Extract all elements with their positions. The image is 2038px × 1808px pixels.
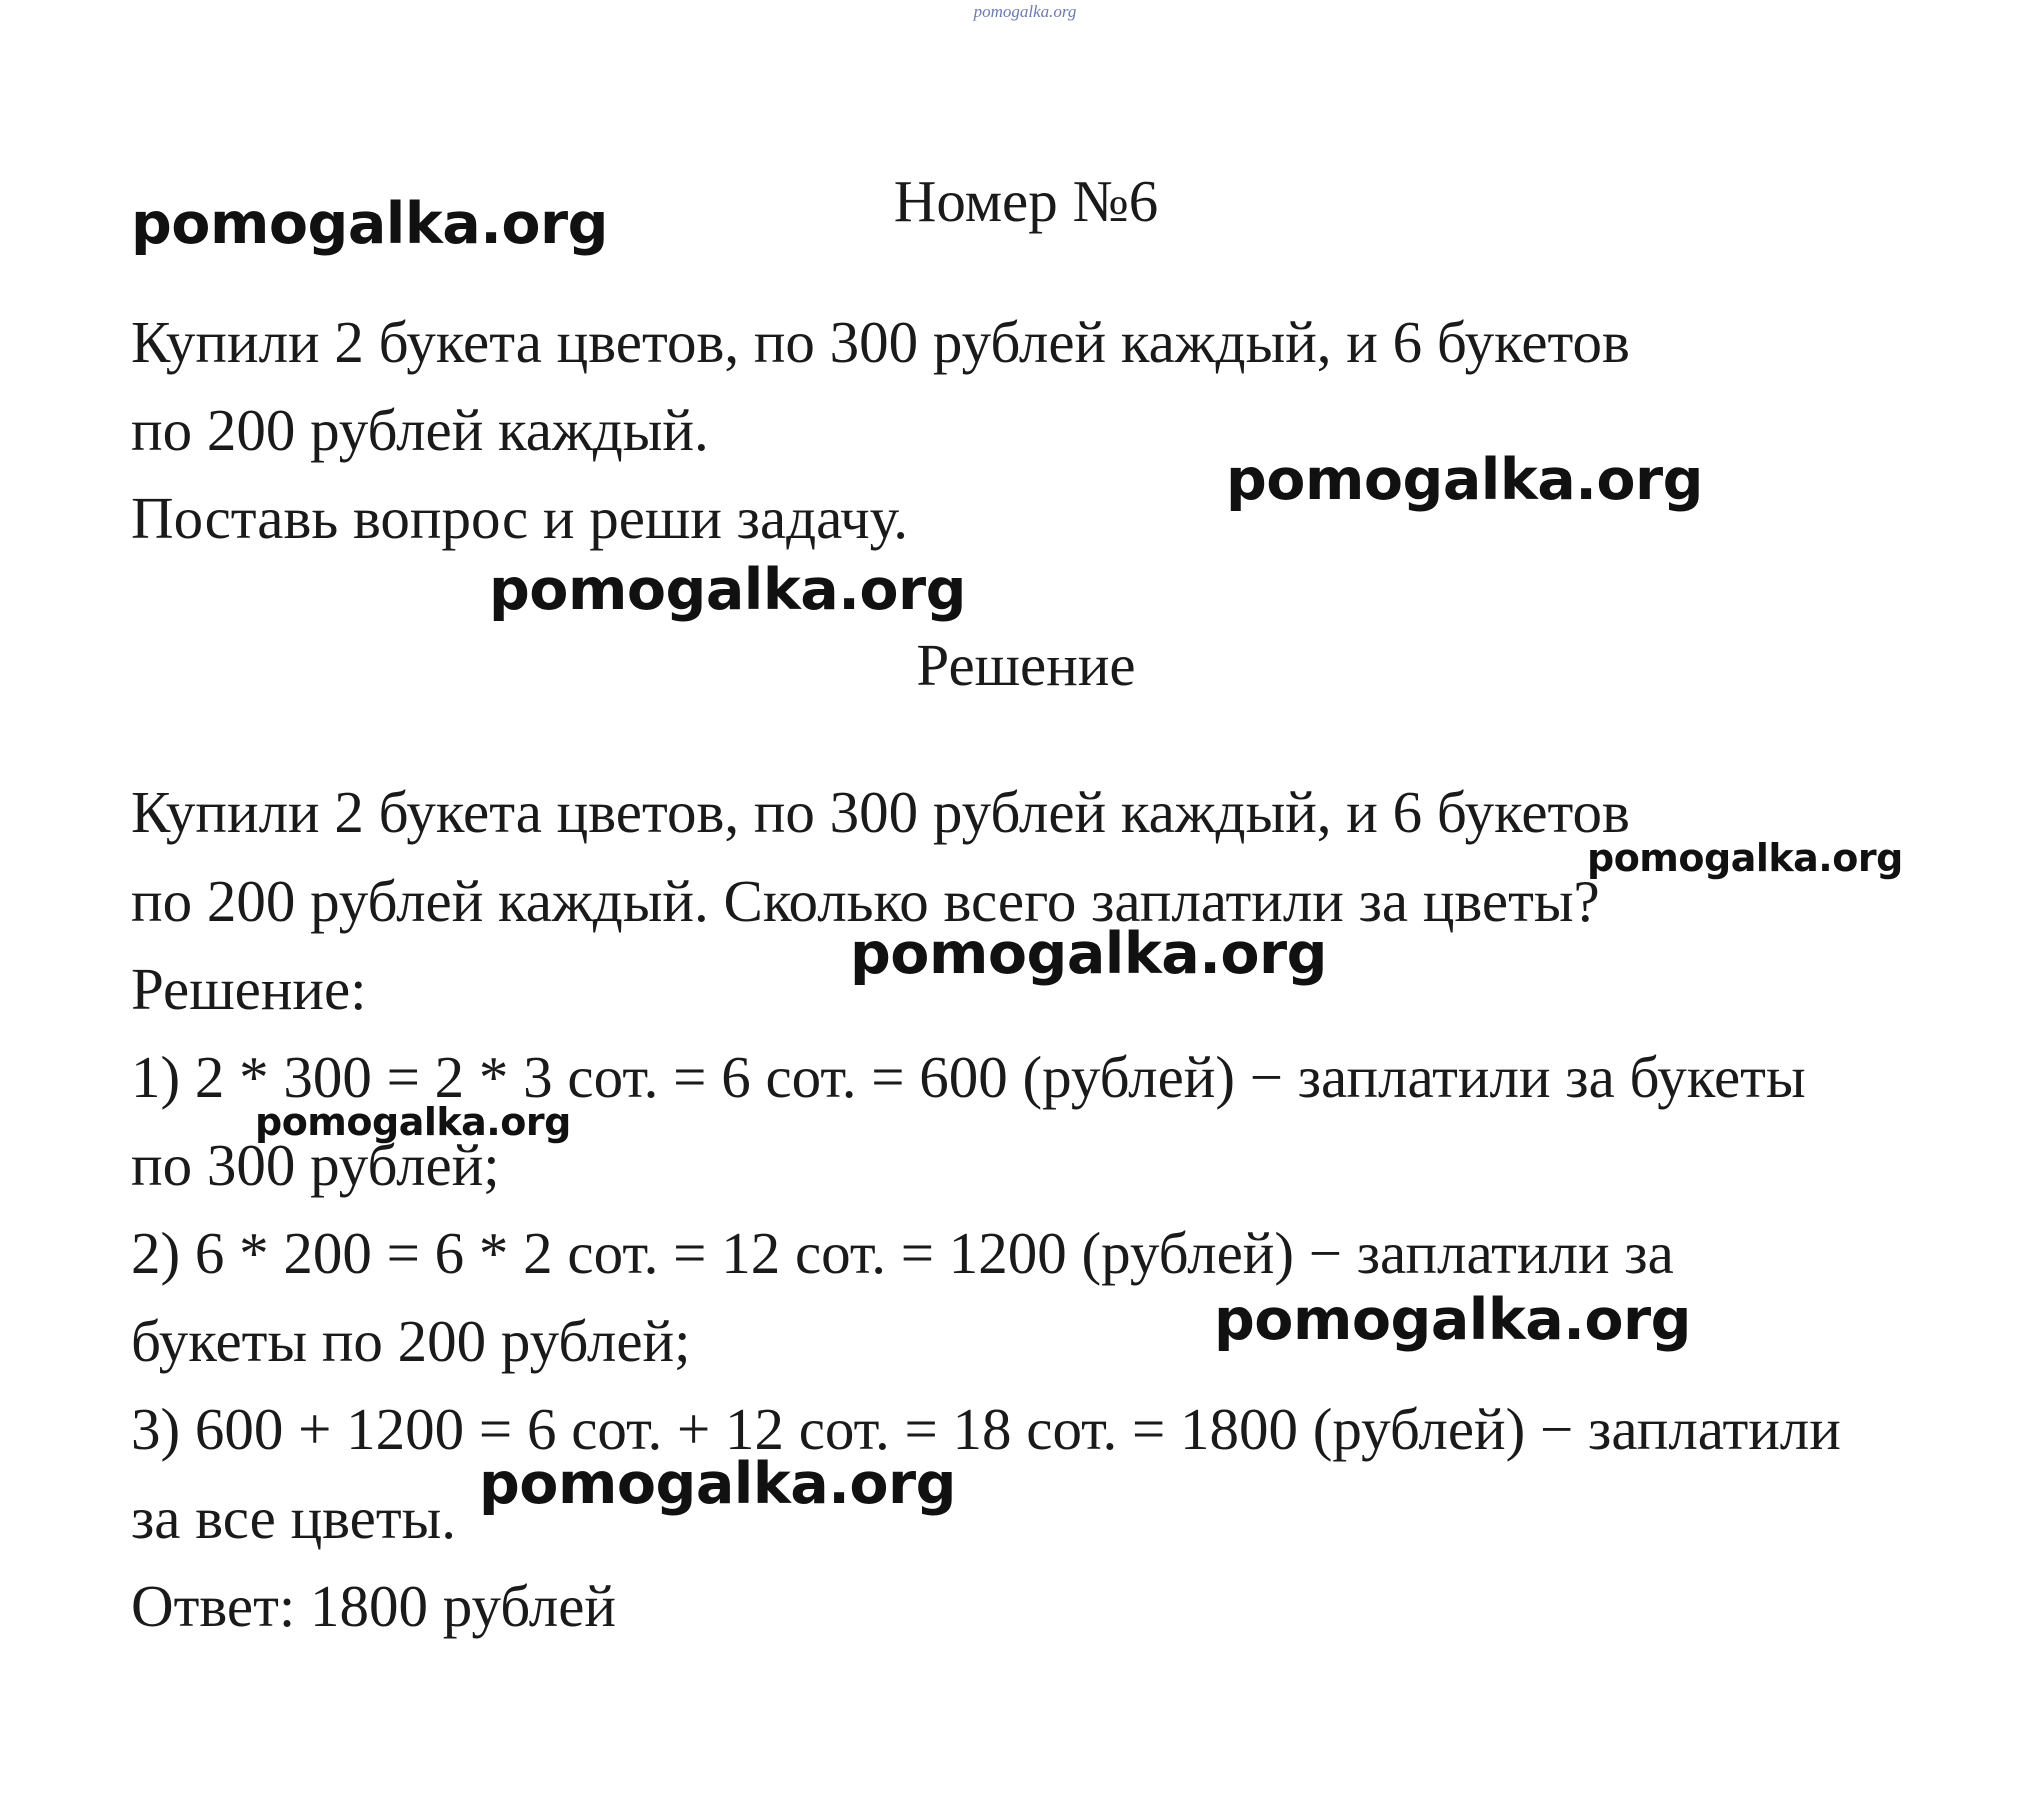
solution-line-5: по 300 рублей; — [131, 1132, 500, 1198]
problem-line-1: Купили 2 букета цветов, по 300 рублей каждый, и 6 букетов — [131, 309, 1630, 375]
watermark-4: pomogalka.org — [1587, 836, 1903, 880]
solution-line-2: по 200 рублей каждый. Сколько всего заплатили за цветы? — [131, 868, 1600, 934]
solution-line-6: 2) 6 * 200 = 6 * 2 сот. = 12 сот. = 1200 (рублей) − заплатили за — [131, 1220, 1674, 1286]
solution-line-7: букеты по 200 рублей; — [131, 1308, 691, 1374]
solution-heading: Решение — [916, 632, 1136, 698]
problem-line-2: по 200 рублей каждый. — [131, 397, 709, 463]
watermark-2: pomogalka.org — [1226, 447, 1703, 513]
watermark-7: pomogalka.org — [1214, 1287, 1691, 1353]
solution-line-3: Решение: — [131, 956, 367, 1022]
top-watermark: pomogalka.org — [973, 2, 1077, 21]
watermark-6: pomogalka.org — [255, 1100, 571, 1144]
answer-line: Ответ: 1800 рублей — [131, 1573, 616, 1639]
solution-line-8: 3) 600 + 1200 = 6 сот. + 12 сот. = 18 сот. = 1800 (рублей) − заплатили — [131, 1396, 1841, 1462]
watermark-8: pomogalka.org — [479, 1451, 956, 1517]
problem-line-3: Поставь вопрос и реши задачу. — [131, 485, 909, 551]
watermark-5: pomogalka.org — [850, 921, 1327, 987]
watermark-3: pomogalka.org — [489, 557, 966, 623]
solution-line-9: за все цветы. — [131, 1485, 457, 1551]
page-title: Номер №6 — [893, 168, 1159, 234]
solution-line-1: Купили 2 букета цветов, по 300 рублей каждый, и 6 букетов — [131, 779, 1630, 845]
watermark-1: pomogalka.org — [131, 191, 608, 257]
solution-line-4: 1) 2 * 300 = 2 * 3 сот. = 6 сот. = 600 (рублей) − заплатили за букеты — [131, 1044, 1806, 1110]
